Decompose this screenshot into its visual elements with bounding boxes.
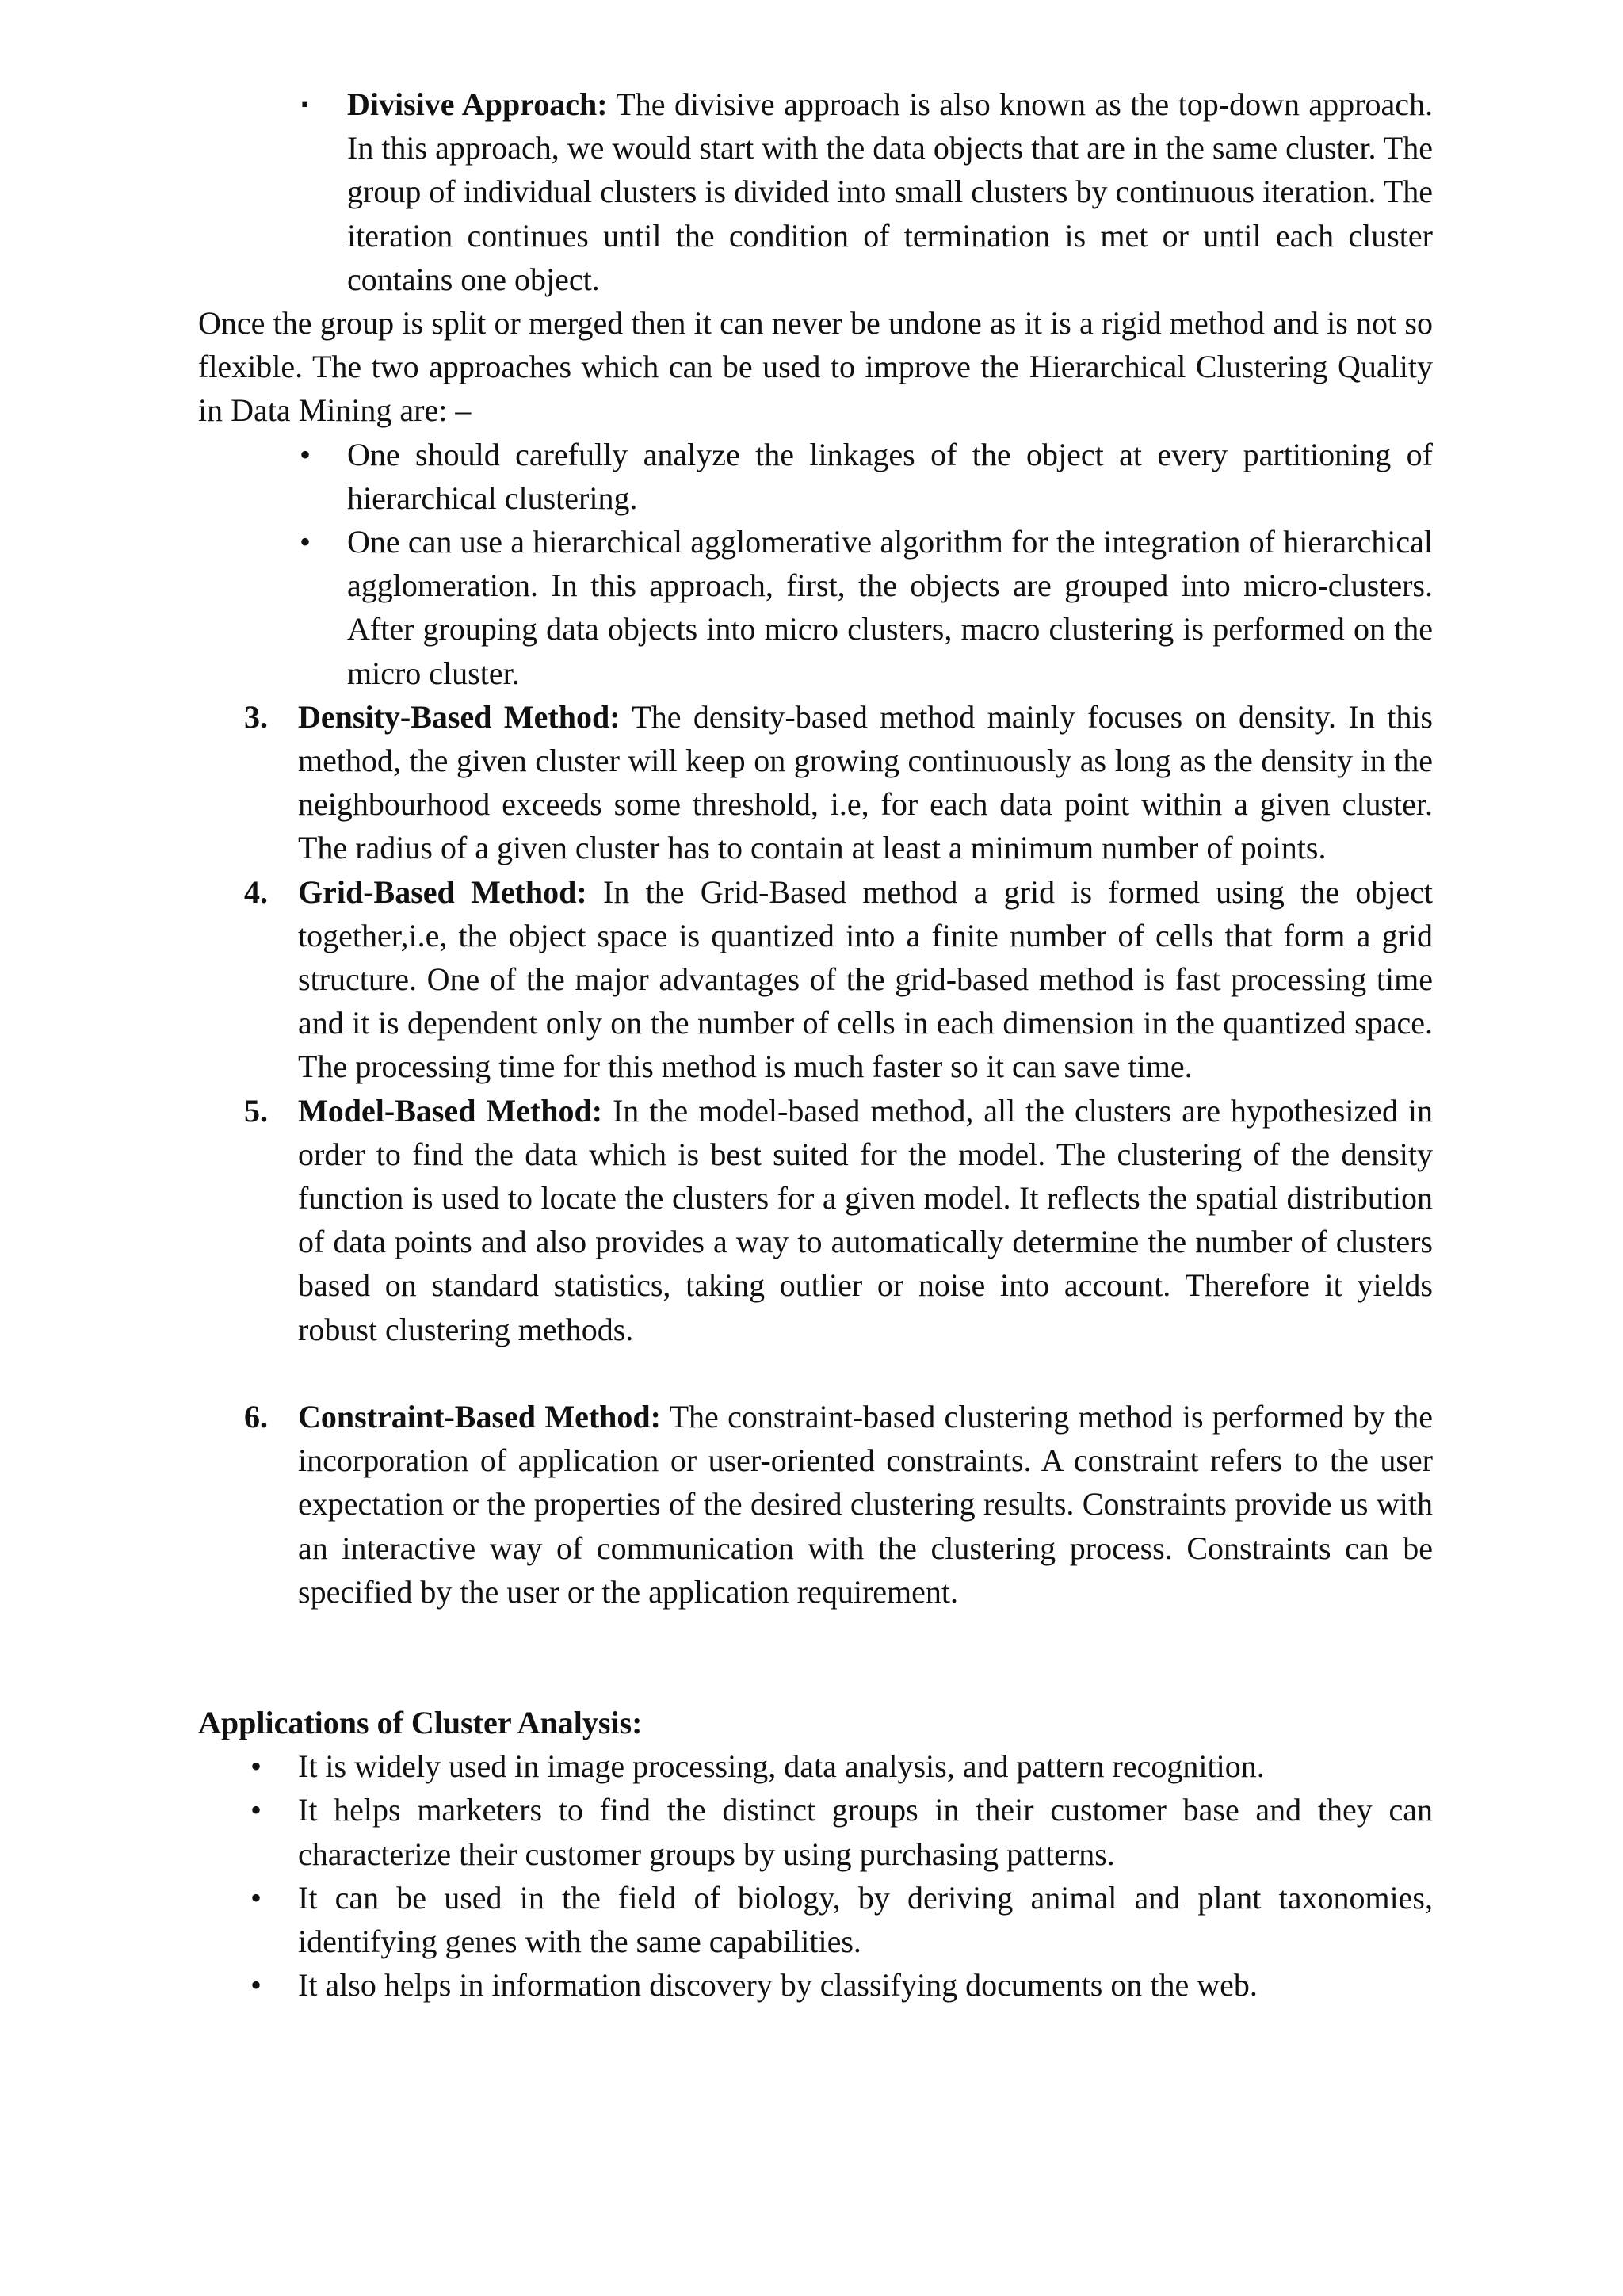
method-term: Grid-Based Method:: [298, 873, 587, 910]
list-item-text: One can use a hierarchical agglomerative algorithm for the integration of hierarchical agglomeration. In this approach, first, the objects are grouped into micro-clusters. After grouping data objects into micro clusters, macro clustering is performed on the micro cluster.: [347, 524, 1433, 691]
method-number: 4.: [244, 873, 268, 910]
bullet-icon: •: [300, 436, 311, 472]
divisive-approach-item: [198, 82, 1433, 301]
bullet-icon: •: [250, 1879, 262, 1916]
method-item-model: [198, 1089, 1433, 1351]
method-term: Constraint-Based Method:: [298, 1398, 661, 1435]
method-item-grid: [198, 870, 1433, 1089]
blank-lines: [198, 1614, 1433, 1701]
list-item: [198, 1744, 1433, 1788]
list-item-text: It can be used in the field of biology, by deriving animal and plant taxonomies, identifying genes with the same capabilities.: [298, 1879, 1433, 1959]
method-text: In the Grid-Based method a grid is formed using the object together,i.e, the object space is quantized into a finite number of cells that form a grid structure. One of the major advantages of the grid-based method is fast processing time and it is dependent only on the number of cells in each dimension in the quantized space. The processing time for this method is much faster so it can save time.: [298, 873, 1434, 1085]
applications-heading: Applications of Cluster Analysis:: [198, 1704, 643, 1740]
square-bullet-icon: ▪: [301, 93, 309, 116]
list-item: [198, 433, 1433, 520]
list-item: [198, 1963, 1433, 2007]
bullet-icon: •: [250, 1967, 262, 2004]
bullet-icon: •: [250, 1792, 262, 1828]
blank-line: [198, 1351, 1433, 1395]
list-item-text: It helps marketers to find the distinct groups in their customer base and they can characterize their customer groups by using purchasing patterns.: [298, 1792, 1433, 1872]
method-term: Model-Based Method:: [298, 1092, 603, 1129]
method-number: 3.: [244, 698, 268, 735]
rigid-method-paragraph: Once the group is split or merged then it can never be undone as it is a rigid method and is not so flexible. The two approaches which can be used to improve the Hierarchical Clustering Quality in Data Mining are: –: [198, 305, 1433, 429]
method-number: 5.: [244, 1092, 268, 1129]
method-text: The density-based method mainly focuses on density. In this method, the given cluster will keep on growing continuously as long as the density in the neighbourhood exceeds some threshold, i.e, for each data point within a given cluster. The radius of a given cluster has to contain at least a minimum number of points.: [298, 698, 1434, 866]
applications-list: [198, 1744, 1433, 2007]
list-item: [198, 520, 1433, 695]
method-text: The constraint-based clustering method is performed by the incorporation of application or user-oriented constraints. A constraint refers to the user expectation or the properties of the desired clustering results. Constraints provide us with an interactive way of communication with the clustering process. Constraints can be specified by the user or the application requirement.: [298, 1398, 1433, 1610]
bullet-icon: •: [250, 1748, 262, 1785]
list-item: [198, 1876, 1433, 1963]
method-number: 6.: [244, 1398, 268, 1435]
list-item-text: It also helps in information discovery by classifying documents on the web.: [298, 1967, 1258, 2004]
divisive-approach-term: Divisive Approach:: [347, 86, 608, 122]
list-item-text: One should carefully analyze the linkages of the object at every partitioning of hierarchical clustering.: [347, 436, 1433, 516]
list-item-text: It is widely used in image processing, data analysis, and pattern recognition.: [298, 1748, 1265, 1785]
method-item-constraint: [198, 1395, 1433, 1614]
divisive-approach-text: The divisive approach is also known as the top-down approach. In this approach, we would start with the data objects that are in the same cluster. The group of individual clusters is divided into small clusters by continuous iteration. The iteration continues until the condition of termination is met or until each cluster contains one object.: [347, 86, 1434, 297]
bullet-icon: •: [300, 524, 311, 560]
method-item-density: [198, 695, 1433, 870]
quality-improvement-list: [198, 433, 1433, 695]
method-text: In the model-based method, all the clusters are hypothesized in order to find the data which is best suited for the model. The clustering of the density function is used to locate the clusters for a given model. It reflects the spatial distribution of data points and also provides a way to automatically determine the number of clusters based on standard statistics, taking outlier or noise into account. Therefore it yields robust clustering methods.: [298, 1092, 1433, 1347]
document-page: [198, 82, 1433, 2007]
list-item: [198, 1788, 1433, 1875]
method-term: Density-Based Method:: [298, 698, 621, 735]
